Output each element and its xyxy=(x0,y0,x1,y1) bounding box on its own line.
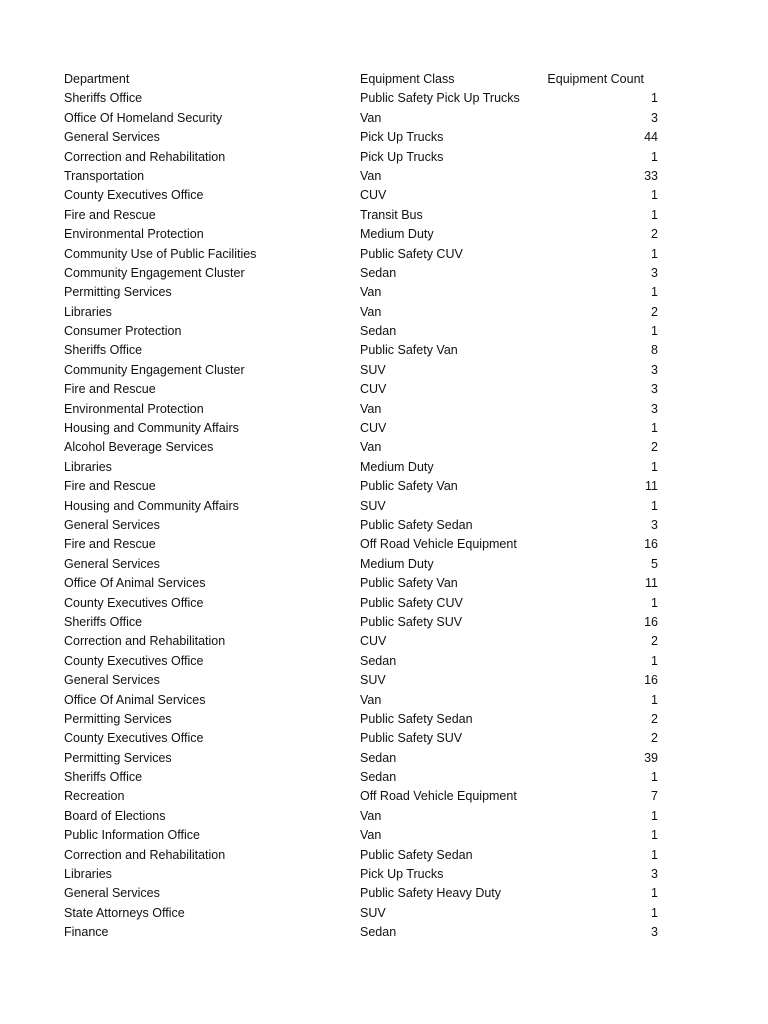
cell-equipment-count: 39 xyxy=(644,750,658,765)
cell-equipment-class: Public Safety SUV xyxy=(360,614,463,629)
table-row xyxy=(64,477,664,496)
cell-department: Housing and Community Affairs xyxy=(64,421,239,436)
cell-department: Environmental Protection xyxy=(64,227,204,242)
cell-equipment-count: 1 xyxy=(651,828,658,843)
table-row xyxy=(64,884,664,903)
table-row xyxy=(64,89,664,108)
cell-equipment-class: Sedan xyxy=(360,770,397,785)
table-row xyxy=(64,671,664,690)
cell-equipment-count: 16 xyxy=(644,673,658,688)
cell-department: Libraries xyxy=(64,459,112,474)
table-row xyxy=(64,535,664,554)
cell-department: Finance xyxy=(64,925,109,940)
cell-department: Libraries xyxy=(64,304,112,319)
table-row xyxy=(64,167,664,186)
cell-equipment-class: Public Safety Heavy Duty xyxy=(360,886,502,901)
cell-equipment-count: 7 xyxy=(651,789,658,804)
cell-department: Sheriffs Office xyxy=(64,770,143,785)
cell-equipment-class: SUV xyxy=(360,362,386,377)
cell-equipment-class: Van xyxy=(360,285,382,300)
table-row xyxy=(64,516,664,535)
table-row xyxy=(64,710,664,729)
header-equipment-class: Equipment Class xyxy=(360,72,455,86)
cell-department: Public Information Office xyxy=(64,828,200,843)
cell-equipment-class: Van xyxy=(360,440,382,455)
table-row xyxy=(64,613,664,632)
table-row xyxy=(64,497,664,516)
table-row xyxy=(64,206,664,225)
cell-equipment-class: Pick Up Trucks xyxy=(360,867,444,882)
header-equipment-count: Equipment Count xyxy=(547,72,644,86)
cell-equipment-class: Sedan xyxy=(360,750,397,765)
cell-equipment-class: CUV xyxy=(360,421,387,436)
table-row xyxy=(64,594,664,613)
cell-equipment-count: 2 xyxy=(651,711,658,726)
table-body xyxy=(64,89,664,942)
cell-department: Community Use of Public Facilities xyxy=(64,246,257,261)
cell-department: Correction and Rehabilitation xyxy=(64,149,226,164)
cell-equipment-class: Off Road Vehicle Equipment xyxy=(360,537,517,552)
table-row xyxy=(64,303,664,322)
cell-department: Office Of Homeland Security xyxy=(64,110,223,125)
cell-department: State Attorneys Office xyxy=(64,905,185,920)
cell-equipment-count: 1 xyxy=(651,246,658,261)
cell-equipment-count: 5 xyxy=(651,556,658,571)
cell-equipment-count: 1 xyxy=(651,847,658,862)
table-row xyxy=(64,691,664,710)
cell-department: Community Engagement Cluster xyxy=(64,265,245,280)
cell-equipment-class: SUV xyxy=(360,673,386,688)
cell-equipment-count: 1 xyxy=(651,188,658,203)
cell-department: Sheriffs Office xyxy=(64,614,143,629)
cell-department: Fire and Rescue xyxy=(64,207,156,222)
cell-equipment-count: 1 xyxy=(651,653,658,668)
cell-equipment-count: 1 xyxy=(651,595,658,610)
cell-equipment-class: Pick Up Trucks xyxy=(360,130,444,145)
table-row xyxy=(64,322,664,341)
cell-equipment-class: CUV xyxy=(360,382,387,397)
cell-equipment-class: Sedan xyxy=(360,653,397,668)
table-row xyxy=(64,865,664,884)
cell-equipment-class: CUV xyxy=(360,634,387,649)
cell-equipment-class: Public Safety Sedan xyxy=(360,847,473,862)
cell-equipment-count: 3 xyxy=(651,925,658,940)
cell-equipment-class: Medium Duty xyxy=(360,459,434,474)
cell-department: Sheriffs Office xyxy=(64,91,143,106)
cell-department: General Services xyxy=(64,556,160,571)
table-row xyxy=(64,923,664,942)
table-row xyxy=(64,787,664,806)
cell-equipment-count: 2 xyxy=(651,304,658,319)
cell-equipment-count: 1 xyxy=(651,692,658,707)
cell-department: Housing and Community Affairs xyxy=(64,498,239,513)
cell-department: Permitting Services xyxy=(64,711,172,726)
cell-department: Fire and Rescue xyxy=(64,479,156,494)
cell-department: Alcohol Beverage Services xyxy=(64,440,214,455)
cell-equipment-count: 11 xyxy=(645,479,658,494)
table-row xyxy=(64,904,664,923)
cell-equipment-count: 1 xyxy=(651,498,658,513)
cell-equipment-class: Van xyxy=(360,828,382,843)
table-row xyxy=(64,652,664,671)
table-row xyxy=(64,361,664,380)
table-row xyxy=(64,400,664,419)
cell-equipment-class: CUV xyxy=(360,188,387,203)
cell-equipment-class: Van xyxy=(360,304,382,319)
cell-department: Recreation xyxy=(64,789,125,804)
cell-department: Office Of Animal Services xyxy=(64,576,206,591)
cell-equipment-class: Off Road Vehicle Equipment xyxy=(360,789,517,804)
table-row xyxy=(64,380,664,399)
cell-equipment-count: 3 xyxy=(651,265,658,280)
cell-equipment-count: 2 xyxy=(651,227,658,242)
cell-equipment-count: 1 xyxy=(651,459,658,474)
header-department: Department xyxy=(64,72,130,86)
cell-equipment-count: 1 xyxy=(651,770,658,785)
table-row xyxy=(64,225,664,244)
table-row xyxy=(64,807,664,826)
cell-equipment-class: Sedan xyxy=(360,925,397,940)
cell-department: Fire and Rescue xyxy=(64,537,156,552)
cell-department: General Services xyxy=(64,517,160,532)
table-row xyxy=(64,729,664,748)
cell-equipment-class: Transit Bus xyxy=(360,207,423,222)
cell-equipment-count: 11 xyxy=(645,576,658,591)
cell-equipment-count: 33 xyxy=(644,168,658,183)
cell-equipment-count: 3 xyxy=(651,401,658,416)
cell-department: Community Engagement Cluster xyxy=(64,362,245,377)
table-row xyxy=(64,555,664,574)
cell-equipment-count: 3 xyxy=(651,517,658,532)
cell-equipment-count: 44 xyxy=(644,130,658,145)
cell-department: Board of Elections xyxy=(64,808,166,823)
equipment-table xyxy=(64,70,664,943)
table-row xyxy=(64,341,664,360)
table-row xyxy=(64,826,664,845)
table-header-row xyxy=(64,70,664,89)
cell-department: Fire and Rescue xyxy=(64,382,156,397)
table-row xyxy=(64,846,664,865)
table-row xyxy=(64,419,664,438)
cell-equipment-class: SUV xyxy=(360,498,386,513)
cell-equipment-class: Pick Up Trucks xyxy=(360,149,444,164)
cell-equipment-class: Van xyxy=(360,692,382,707)
cell-department: Transportation xyxy=(64,168,145,183)
table-row xyxy=(64,768,664,787)
table-row xyxy=(64,264,664,283)
cell-equipment-count: 2 xyxy=(651,440,658,455)
cell-department: Correction and Rehabilitation xyxy=(64,634,226,649)
cell-equipment-class: Sedan xyxy=(360,265,397,280)
cell-equipment-count: 16 xyxy=(644,614,658,629)
cell-equipment-class: Van xyxy=(360,110,382,125)
cell-equipment-count: 1 xyxy=(651,421,658,436)
cell-equipment-count: 3 xyxy=(651,867,658,882)
cell-department: Consumer Protection xyxy=(64,324,182,339)
cell-equipment-count: 1 xyxy=(651,324,658,339)
cell-department: General Services xyxy=(64,673,160,688)
cell-equipment-count: 1 xyxy=(651,886,658,901)
cell-equipment-count: 2 xyxy=(651,731,658,746)
cell-equipment-class: Public Safety Van xyxy=(360,576,458,591)
cell-department: Permitting Services xyxy=(64,750,172,765)
cell-department: Libraries xyxy=(64,867,112,882)
table-row xyxy=(64,283,664,302)
cell-equipment-count: 8 xyxy=(651,343,658,358)
cell-equipment-count: 3 xyxy=(651,362,658,377)
cell-equipment-count: 1 xyxy=(651,207,658,222)
cell-equipment-class: Public Safety CUV xyxy=(360,595,463,610)
cell-department: Correction and Rehabilitation xyxy=(64,847,226,862)
table-row xyxy=(64,148,664,167)
cell-equipment-class: Van xyxy=(360,401,382,416)
cell-equipment-class: SUV xyxy=(360,905,386,920)
cell-equipment-class: Public Safety Van xyxy=(360,343,458,358)
cell-equipment-class: Van xyxy=(360,808,382,823)
cell-equipment-count: 16 xyxy=(644,537,658,552)
table-row xyxy=(64,749,664,768)
cell-equipment-class: Public Safety Van xyxy=(360,479,458,494)
cell-equipment-count: 3 xyxy=(651,110,658,125)
table-row xyxy=(64,109,664,128)
cell-equipment-count: 1 xyxy=(651,285,658,300)
cell-equipment-class: Public Safety Pick Up Trucks xyxy=(360,91,520,106)
cell-equipment-class: Medium Duty xyxy=(360,556,434,571)
cell-department: General Services xyxy=(64,130,160,145)
cell-equipment-class: Public Safety Sedan xyxy=(360,517,473,532)
cell-equipment-class: Public Safety SUV xyxy=(360,731,463,746)
cell-equipment-count: 1 xyxy=(651,808,658,823)
cell-department: General Services xyxy=(64,886,160,901)
cell-equipment-count: 1 xyxy=(651,905,658,920)
cell-equipment-count: 1 xyxy=(651,149,658,164)
cell-equipment-count: 1 xyxy=(651,91,658,106)
cell-department: County Executives Office xyxy=(64,188,204,203)
cell-equipment-class: Public Safety Sedan xyxy=(360,711,473,726)
table-row xyxy=(64,632,664,651)
table-row xyxy=(64,128,664,147)
cell-department: Permitting Services xyxy=(64,285,172,300)
cell-department: County Executives Office xyxy=(64,653,204,668)
cell-department: Office Of Animal Services xyxy=(64,692,206,707)
table-row xyxy=(64,574,664,593)
cell-equipment-class: Public Safety CUV xyxy=(360,246,463,261)
cell-equipment-count: 2 xyxy=(651,634,658,649)
cell-equipment-class: Van xyxy=(360,168,382,183)
table-row xyxy=(64,438,664,457)
cell-department: Environmental Protection xyxy=(64,401,204,416)
cell-equipment-class: Medium Duty xyxy=(360,227,434,242)
cell-department: Sheriffs Office xyxy=(64,343,143,358)
table-row xyxy=(64,458,664,477)
cell-equipment-class: Sedan xyxy=(360,324,397,339)
table-row xyxy=(64,245,664,264)
cell-department: County Executives Office xyxy=(64,731,204,746)
cell-equipment-count: 3 xyxy=(651,382,658,397)
table-row xyxy=(64,186,664,205)
cell-department: County Executives Office xyxy=(64,595,204,610)
